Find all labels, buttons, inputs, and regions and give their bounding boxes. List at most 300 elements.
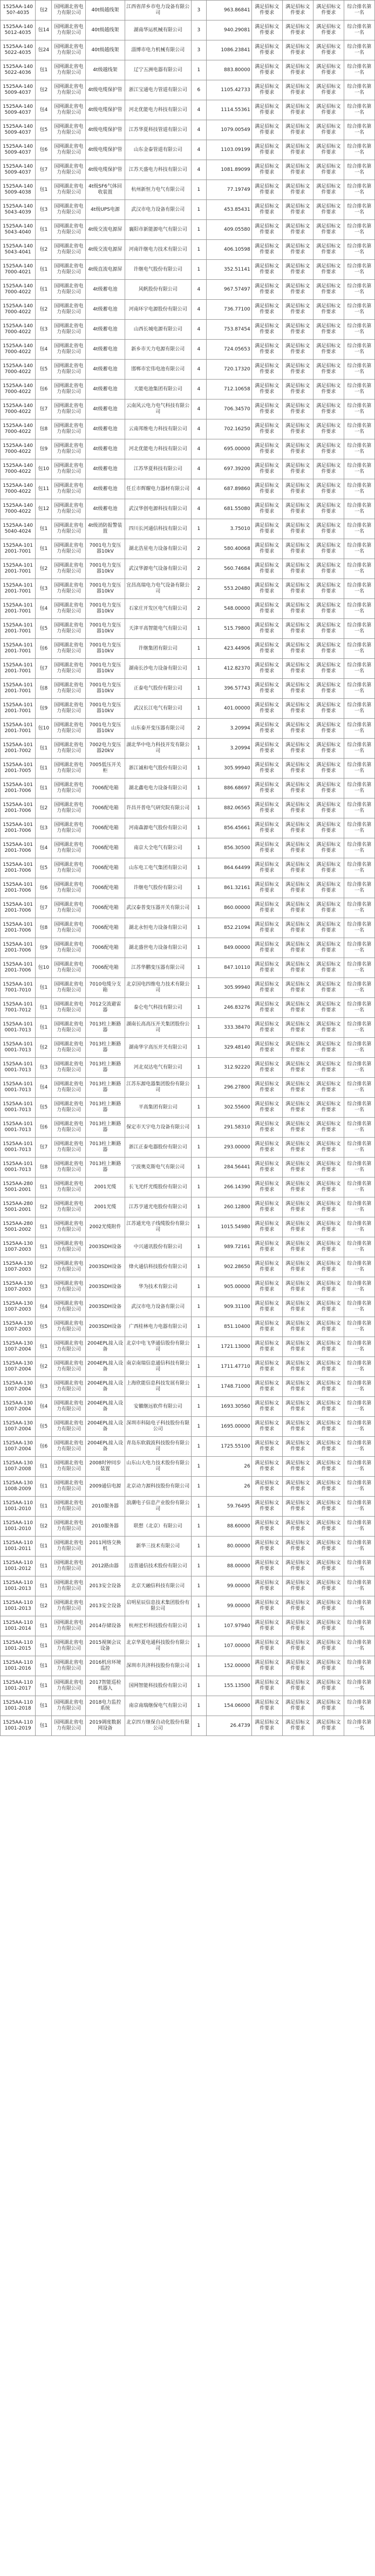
rank-cell: 综合排名第一名 bbox=[344, 459, 374, 479]
lot-cell: 包2 bbox=[36, 1357, 52, 1377]
lot-cell: 包2 bbox=[36, 798, 52, 818]
supplier-cell: 深圳市科陆电子科技股份有限公司 bbox=[125, 1417, 191, 1437]
rank-cell: 综合排名第一名 bbox=[344, 240, 374, 260]
material-cell: 2004EPL接入设备 bbox=[86, 1437, 125, 1457]
material-cell: 4t级电缆保护管 bbox=[86, 80, 125, 100]
requirement-1-cell: 满足招标文件要求 bbox=[251, 579, 282, 599]
price-cell: 1693.30560 bbox=[206, 1397, 251, 1417]
supplier-cell: 淄博市电力机械有限公司 bbox=[125, 40, 191, 60]
requirement-1-cell: 满足招标文件要求 bbox=[251, 679, 282, 699]
company-cell: 国网湖北省电力有限公司 bbox=[52, 1596, 86, 1616]
price-cell: 886.68697 bbox=[206, 779, 251, 798]
price-cell: 352.51141 bbox=[206, 260, 251, 280]
quantity-cell: 1 bbox=[191, 220, 206, 240]
requirement-3-cell: 满足招标文件要求 bbox=[313, 1556, 344, 1576]
company-cell: 国网湖北省电力有限公司 bbox=[52, 978, 86, 998]
price-cell: 515.79800 bbox=[206, 619, 251, 639]
package-cell: 1525AA-1405040-4024 bbox=[1, 519, 36, 539]
company-cell: 国网湖北省电力有限公司 bbox=[52, 120, 86, 140]
requirement-1-cell: 满足招标文件要求 bbox=[251, 1676, 282, 1696]
material-cell: 2003SDH设备 bbox=[86, 1237, 125, 1257]
material-cell: 2018电力监控系统 bbox=[86, 1696, 125, 1716]
price-cell: 548.00000 bbox=[206, 599, 251, 619]
supplier-cell: 云南风云电力电气科技有限公司 bbox=[125, 400, 191, 419]
price-cell: 333.38470 bbox=[206, 1018, 251, 1038]
company-cell: 国网湖北省电力有限公司 bbox=[52, 380, 86, 400]
price-cell: 266.14390 bbox=[206, 1177, 251, 1197]
price-cell: 329.48140 bbox=[206, 1038, 251, 1058]
requirement-1-cell: 满足招标文件要求 bbox=[251, 1437, 282, 1457]
price-cell: 3.20994 bbox=[206, 719, 251, 739]
material-cell: 2016机房环境监控 bbox=[86, 1656, 125, 1676]
rank-cell: 综合排名第一名 bbox=[344, 1477, 374, 1497]
requirement-1-cell: 满足招标文件要求 bbox=[251, 878, 282, 898]
lot-cell: 包1 bbox=[36, 1636, 52, 1656]
company-cell: 国网湖北省电力有限公司 bbox=[52, 1337, 86, 1357]
table-row bbox=[1, 1576, 375, 1596]
package-cell: 1525AA-1012001-7001 bbox=[1, 699, 36, 719]
requirement-3-cell: 满足招标文件要求 bbox=[313, 1397, 344, 1417]
package-cell: 1525AA-1012001-7001 bbox=[1, 579, 36, 599]
material-cell: 4t级蓄电池 bbox=[86, 380, 125, 400]
quantity-cell: 1 bbox=[191, 1337, 206, 1357]
table-row bbox=[1, 1158, 375, 1177]
supplier-cell: 山东金泰管道有限公司 bbox=[125, 140, 191, 160]
package-cell: 1525AA-2805001-2001 bbox=[1, 1177, 36, 1197]
lot-cell: 包1 bbox=[36, 1018, 52, 1038]
company-cell: 国网湖北省电力有限公司 bbox=[52, 838, 86, 858]
supplier-cell: 中兴通讯股份有限公司 bbox=[125, 1237, 191, 1257]
rank-cell: 综合排名第一名 bbox=[344, 280, 374, 300]
quantity-cell: 1 bbox=[191, 1277, 206, 1297]
table-row bbox=[1, 1098, 375, 1118]
supplier-cell: 武汉泰普变压器开关有限公司 bbox=[125, 898, 191, 918]
table-row bbox=[1, 1556, 375, 1576]
material-cell: 4t级蓄电池 bbox=[86, 340, 125, 360]
material-cell: 2008时钟同步装置 bbox=[86, 1457, 125, 1477]
material-cell: 7006配电箱 bbox=[86, 858, 125, 878]
requirement-3-cell: 满足招标文件要求 bbox=[313, 599, 344, 619]
lot-cell: 包4 bbox=[36, 340, 52, 360]
package-cell: 1525AA-2805001-2001 bbox=[1, 1197, 36, 1217]
price-cell: 687.89860 bbox=[206, 479, 251, 499]
material-cell: 7001电力变压器10kV bbox=[86, 659, 125, 679]
material-cell: 7012交流避雷器 bbox=[86, 998, 125, 1018]
requirement-3-cell: 满足招标文件要求 bbox=[313, 679, 344, 699]
requirement-3-cell: 满足招标文件要求 bbox=[313, 340, 344, 360]
requirement-2-cell: 满足招标文件要求 bbox=[282, 1537, 313, 1556]
material-cell: 2004EPL接入设备 bbox=[86, 1397, 125, 1417]
company-cell: 国网湖北省电力有限公司 bbox=[52, 1676, 86, 1696]
quantity-cell: 2 bbox=[191, 579, 206, 599]
quantity-cell: 1 bbox=[191, 818, 206, 838]
table-row bbox=[1, 1517, 375, 1537]
lot-cell: 包1 bbox=[36, 280, 52, 300]
quantity-cell: 1 bbox=[191, 1177, 206, 1197]
material-cell: 7001电力变压器10kV bbox=[86, 579, 125, 599]
quantity-cell: 1 bbox=[191, 858, 206, 878]
material-cell: 7006配电箱 bbox=[86, 838, 125, 858]
quantity-cell: 1 bbox=[191, 1297, 206, 1317]
requirement-2-cell: 满足招标文件要求 bbox=[282, 60, 313, 80]
table-row bbox=[1, 1118, 375, 1138]
supplier-cell: 许继电气股份有限公司 bbox=[125, 260, 191, 280]
package-cell: 1525AA-1407000-4022 bbox=[1, 280, 36, 300]
price-cell: 905.00000 bbox=[206, 1277, 251, 1297]
material-cell: 2003SDH设备 bbox=[86, 1277, 125, 1297]
company-cell: 国网湖北省电力有限公司 bbox=[52, 499, 86, 519]
price-cell: 724.05653 bbox=[206, 340, 251, 360]
lot-cell: 包6 bbox=[36, 1437, 52, 1457]
supplier-cell: 北京华夏电通科技股份有限公司 bbox=[125, 1636, 191, 1656]
supplier-cell: 安徽继远软件有限公司 bbox=[125, 1397, 191, 1417]
material-cell: 7002电力变压器20kV bbox=[86, 739, 125, 759]
requirement-1-cell: 满足招标文件要求 bbox=[251, 759, 282, 779]
requirement-2-cell: 满足招标文件要求 bbox=[282, 20, 313, 40]
supplier-cell: 河南森源电气股份有限公司 bbox=[125, 818, 191, 838]
rank-cell: 综合排名第一名 bbox=[344, 160, 374, 180]
package-cell: 1525AA-1101001-2018 bbox=[1, 1696, 36, 1716]
package-cell: 1525AA-1010001-7013 bbox=[1, 1098, 36, 1118]
supplier-cell: 宜昌高瑞电力电气设备有限公司 bbox=[125, 579, 191, 599]
requirement-2-cell: 满足招标文件要求 bbox=[282, 40, 313, 60]
supplier-cell: 烽火通信科技股份有限公司 bbox=[125, 1257, 191, 1277]
price-cell: 1086.23841 bbox=[206, 40, 251, 60]
rank-cell: 综合排名第一名 bbox=[344, 1576, 374, 1596]
package-cell: 1525AA-1101001-2012 bbox=[1, 1556, 36, 1576]
package-cell: 1525AA-1012001-7001 bbox=[1, 679, 36, 699]
table-row bbox=[1, 120, 375, 140]
requirement-2-cell: 满足招标文件要求 bbox=[282, 1158, 313, 1177]
requirement-2-cell: 满足招标文件要求 bbox=[282, 679, 313, 699]
supplier-cell: 湖南长沙电力设备有限公司 bbox=[125, 659, 191, 679]
price-cell: 1748.71000 bbox=[206, 1377, 251, 1397]
quantity-cell: 4 bbox=[191, 300, 206, 320]
supplier-cell: 浪潮电子信息产业股份有限公司 bbox=[125, 1497, 191, 1517]
table-row bbox=[1, 1237, 375, 1257]
requirement-3-cell: 满足招标文件要求 bbox=[313, 400, 344, 419]
requirement-3-cell: 满足招标文件要求 bbox=[313, 619, 344, 639]
requirement-3-cell: 满足招标文件要求 bbox=[313, 1716, 344, 1736]
package-cell: 1525AA-1101001-2015 bbox=[1, 1636, 36, 1656]
material-cell: 4t级越线架 bbox=[86, 60, 125, 80]
requirement-2-cell: 满足招标文件要求 bbox=[282, 878, 313, 898]
quantity-cell: 1 bbox=[191, 1377, 206, 1397]
rank-cell: 综合排名第一名 bbox=[344, 479, 374, 499]
requirement-1-cell: 满足招标文件要求 bbox=[251, 1417, 282, 1437]
requirement-1-cell: 满足招标文件要求 bbox=[251, 1237, 282, 1257]
rank-cell: 综合排名第一名 bbox=[344, 1257, 374, 1277]
package-cell: 1525AA-1017001-7012 bbox=[1, 998, 36, 1018]
package-cell: 1525AA-1301007-2003 bbox=[1, 1277, 36, 1297]
lot-cell: 包8 bbox=[36, 918, 52, 938]
price-cell: 155.13500 bbox=[206, 1676, 251, 1696]
quantity-cell: 4 bbox=[191, 400, 206, 419]
table-row bbox=[1, 1217, 375, 1237]
company-cell: 国网湖北省电力有限公司 bbox=[52, 659, 86, 679]
company-cell: 国网湖北省电力有限公司 bbox=[52, 1556, 86, 1576]
lot-cell: 包1 bbox=[36, 739, 52, 759]
package-cell: 1525AA-1010001-7013 bbox=[1, 1018, 36, 1038]
quantity-cell: 1 bbox=[191, 1696, 206, 1716]
table-row bbox=[1, 798, 375, 818]
company-cell: 国网湖北省电力有限公司 bbox=[52, 699, 86, 719]
lot-cell: 包1 bbox=[36, 1537, 52, 1556]
requirement-2-cell: 满足招标文件要求 bbox=[282, 1377, 313, 1397]
quantity-cell: 4 bbox=[191, 320, 206, 340]
quantity-cell: 1 bbox=[191, 639, 206, 659]
supplier-cell: 湖北永恒电力设备有限公司 bbox=[125, 918, 191, 938]
package-cell: 1525AA-1012001-7006 bbox=[1, 779, 36, 798]
quantity-cell: 1 bbox=[191, 519, 206, 539]
material-cell: 4t级交流电源屏 bbox=[86, 240, 125, 260]
company-cell: 国网湖北省电力有限公司 bbox=[52, 1158, 86, 1177]
company-cell: 国网湖北省电力有限公司 bbox=[52, 1497, 86, 1517]
requirement-3-cell: 满足招标文件要求 bbox=[313, 1377, 344, 1397]
requirement-2-cell: 满足招标文件要求 bbox=[282, 1257, 313, 1277]
rank-cell: 综合排名第一名 bbox=[344, 100, 374, 120]
package-cell: 1525AA-1301007-2003 bbox=[1, 1257, 36, 1277]
table-row bbox=[1, 519, 375, 539]
requirement-2-cell: 满足招标文件要求 bbox=[282, 1038, 313, 1058]
rank-cell: 综合排名第一名 bbox=[344, 380, 374, 400]
requirement-3-cell: 满足招标文件要求 bbox=[313, 779, 344, 798]
price-cell: 59.76495 bbox=[206, 1497, 251, 1517]
table-row bbox=[1, 759, 375, 779]
lot-cell: 包3 bbox=[36, 1058, 52, 1078]
material-cell: 7001电力变压器10kV bbox=[86, 719, 125, 739]
material-cell: 4t级消防报警装置 bbox=[86, 519, 125, 539]
requirement-1-cell: 满足招标文件要求 bbox=[251, 779, 282, 798]
supplier-cell: 云南邦维电力科技有限公司 bbox=[125, 419, 191, 439]
lot-cell: 包1 bbox=[36, 1716, 52, 1736]
table-row bbox=[1, 958, 375, 978]
table-row bbox=[1, 140, 375, 160]
requirement-2-cell: 满足招标文件要求 bbox=[282, 300, 313, 320]
package-cell: 1525AA-1010001-7013 bbox=[1, 1058, 36, 1078]
requirement-2-cell: 满足招标文件要求 bbox=[282, 1, 313, 20]
rank-cell: 综合排名第一名 bbox=[344, 40, 374, 60]
requirement-3-cell: 满足招标文件要求 bbox=[313, 380, 344, 400]
company-cell: 国网湖北省电力有限公司 bbox=[52, 1078, 86, 1098]
quantity-cell: 1 bbox=[191, 1676, 206, 1696]
quantity-cell: 1 bbox=[191, 1576, 206, 1596]
requirement-3-cell: 满足招标文件要求 bbox=[313, 120, 344, 140]
company-cell: 国网湖北省电力有限公司 bbox=[52, 858, 86, 878]
lot-cell: 包7 bbox=[36, 400, 52, 419]
price-cell: 26.4739 bbox=[206, 1716, 251, 1736]
material-cell: 4t级蓄电池 bbox=[86, 320, 125, 340]
company-cell: 国网湖北省电力有限公司 bbox=[52, 1018, 86, 1038]
supplier-cell: 河北双达电气有限公司 bbox=[125, 1058, 191, 1078]
company-cell: 国网湖北省电力有限公司 bbox=[52, 1477, 86, 1497]
supplier-cell: 新乡市天力电源有限公司 bbox=[125, 340, 191, 360]
requirement-3-cell: 满足招标文件要求 bbox=[313, 1696, 344, 1716]
requirement-1-cell: 满足招标文件要求 bbox=[251, 1257, 282, 1277]
package-cell: 1525AA-1405022-4036 bbox=[1, 60, 36, 80]
requirement-3-cell: 满足招标文件要求 bbox=[313, 160, 344, 180]
requirement-3-cell: 满足招标文件要求 bbox=[313, 140, 344, 160]
quantity-cell: 3 bbox=[191, 1, 206, 20]
package-cell: 1525AA-1405009-4037 bbox=[1, 160, 36, 180]
table-row bbox=[1, 1138, 375, 1158]
requirement-1-cell: 满足招标文件要求 bbox=[251, 1337, 282, 1357]
company-cell: 国网湖北省电力有限公司 bbox=[52, 579, 86, 599]
company-cell: 国网湖北省电力有限公司 bbox=[52, 759, 86, 779]
requirement-3-cell: 满足招标文件要求 bbox=[313, 1138, 344, 1158]
table-row bbox=[1, 539, 375, 559]
quantity-cell: 2 bbox=[191, 599, 206, 619]
material-cell: 40t级越线架 bbox=[86, 1, 125, 20]
table-row bbox=[1, 1177, 375, 1197]
company-cell: 国网湖北省电力有限公司 bbox=[52, 1317, 86, 1337]
quantity-cell: 4 bbox=[191, 499, 206, 519]
company-cell: 国网湖北省电力有限公司 bbox=[52, 1177, 86, 1197]
requirement-1-cell: 满足招标文件要求 bbox=[251, 1596, 282, 1616]
quantity-cell: 1 bbox=[191, 1656, 206, 1676]
package-cell: 1525AA-1301007-2004 bbox=[1, 1417, 36, 1437]
requirement-2-cell: 满足招标文件要求 bbox=[282, 659, 313, 679]
lot-cell: 包4 bbox=[36, 1297, 52, 1317]
table-row bbox=[1, 1277, 375, 1297]
requirement-2-cell: 满足招标文件要求 bbox=[282, 898, 313, 918]
lot-cell: 包1 bbox=[36, 1556, 52, 1576]
requirement-3-cell: 满足招标文件要求 bbox=[313, 1018, 344, 1038]
material-cell: 7013柱上断路器 bbox=[86, 1138, 125, 1158]
requirement-1-cell: 满足招标文件要求 bbox=[251, 1377, 282, 1397]
requirement-1-cell: 满足招标文件要求 bbox=[251, 419, 282, 439]
rank-cell: 综合排名第一名 bbox=[344, 719, 374, 739]
lot-cell: 包2 bbox=[36, 300, 52, 320]
quantity-cell: 1 bbox=[191, 1098, 206, 1118]
requirement-3-cell: 满足招标文件要求 bbox=[313, 80, 344, 100]
package-cell: 1525AA-1101001-2013 bbox=[1, 1596, 36, 1616]
table-row bbox=[1, 1377, 375, 1397]
table-row bbox=[1, 1337, 375, 1357]
price-cell: 26 bbox=[206, 1457, 251, 1477]
requirement-3-cell: 满足招标文件要求 bbox=[313, 20, 344, 40]
material-cell: 7013柱上断路器 bbox=[86, 1078, 125, 1098]
rank-cell: 综合排名第一名 bbox=[344, 1058, 374, 1078]
lot-cell: 包1 bbox=[36, 539, 52, 559]
company-cell: 国网湖北省电力有限公司 bbox=[52, 1616, 86, 1636]
table-row bbox=[1, 878, 375, 898]
requirement-2-cell: 满足招标文件要求 bbox=[282, 1277, 313, 1297]
material-cell: 4t级蓄电池 bbox=[86, 300, 125, 320]
requirement-1-cell: 满足招标文件要求 bbox=[251, 898, 282, 918]
requirement-3-cell: 满足招标文件要求 bbox=[313, 60, 344, 80]
requirement-2-cell: 满足招标文件要求 bbox=[282, 180, 313, 200]
package-cell: 1525AA-1012001-7005 bbox=[1, 759, 36, 779]
table-row bbox=[1, 1636, 375, 1656]
rank-cell: 综合排名第一名 bbox=[344, 599, 374, 619]
requirement-1-cell: 满足招标文件要求 bbox=[251, 360, 282, 380]
rank-cell: 综合排名第一名 bbox=[344, 1696, 374, 1716]
table-row bbox=[1, 659, 375, 679]
price-cell: 882.06565 bbox=[206, 798, 251, 818]
supplier-cell: 许继集团有限公司 bbox=[125, 639, 191, 659]
supplier-cell: 山西长城电源有限公司 bbox=[125, 320, 191, 340]
lot-cell: 包7 bbox=[36, 659, 52, 679]
requirement-2-cell: 满足招标文件要求 bbox=[282, 519, 313, 539]
requirement-1-cell: 满足招标文件要求 bbox=[251, 978, 282, 998]
requirement-3-cell: 满足招标文件要求 bbox=[313, 559, 344, 579]
supplier-cell: 天能电池集团有限公司 bbox=[125, 380, 191, 400]
table-row bbox=[1, 1417, 375, 1437]
requirement-1-cell: 满足招标文件要求 bbox=[251, 320, 282, 340]
material-cell: 2003SDH设备 bbox=[86, 1257, 125, 1277]
company-cell: 国网湖北省电力有限公司 bbox=[52, 360, 86, 380]
price-cell: 695.00000 bbox=[206, 439, 251, 459]
rank-cell: 综合排名第一名 bbox=[344, 1716, 374, 1736]
table-row bbox=[1, 619, 375, 639]
supplier-cell: 湖南华运机械有限公司 bbox=[125, 20, 191, 40]
table-row bbox=[1, 679, 375, 699]
requirement-2-cell: 满足招标文件要求 bbox=[282, 639, 313, 659]
lot-cell: 包2 bbox=[36, 240, 52, 260]
company-cell: 国网湖北省电力有限公司 bbox=[52, 240, 86, 260]
price-cell: 152.00000 bbox=[206, 1656, 251, 1676]
quantity-cell: 1 bbox=[191, 1038, 206, 1058]
supplier-cell: 华为技术有限公司 bbox=[125, 1277, 191, 1297]
supplier-cell: 浙江诚和电气股份有限公司 bbox=[125, 759, 191, 779]
requirement-3-cell: 满足招标文件要求 bbox=[313, 1676, 344, 1696]
quantity-cell: 1 bbox=[191, 260, 206, 280]
price-cell: 967.57497 bbox=[206, 280, 251, 300]
quantity-cell: 1 bbox=[191, 1437, 206, 1457]
company-cell: 国网湖北省电力有限公司 bbox=[52, 1257, 86, 1277]
table-row bbox=[1, 1656, 375, 1676]
supplier-cell: 河北优能电力科技有限公司 bbox=[125, 439, 191, 459]
requirement-3-cell: 满足招标文件要求 bbox=[313, 419, 344, 439]
rank-cell: 综合排名第一名 bbox=[344, 1417, 374, 1437]
material-cell: 2013安全设备 bbox=[86, 1596, 125, 1616]
company-cell: 国网湖北省电力有限公司 bbox=[52, 1576, 86, 1596]
table-row bbox=[1, 1058, 375, 1078]
table-row bbox=[1, 1477, 375, 1497]
requirement-3-cell: 满足招标文件要求 bbox=[313, 739, 344, 759]
package-cell: 1525AA-1012001-7001 bbox=[1, 559, 36, 579]
requirement-1-cell: 满足招标文件要求 bbox=[251, 1078, 282, 1098]
requirement-3-cell: 满足招标文件要求 bbox=[313, 659, 344, 679]
supplier-cell: 南京南瑞继保电气有限公司 bbox=[125, 1696, 191, 1716]
table-row bbox=[1, 40, 375, 60]
lot-cell: 包6 bbox=[36, 140, 52, 160]
table-row bbox=[1, 100, 375, 120]
price-cell: 107.97940 bbox=[206, 1616, 251, 1636]
price-cell: 553.20480 bbox=[206, 579, 251, 599]
quantity-cell: 1 bbox=[191, 779, 206, 798]
company-cell: 国网湖北省电力有限公司 bbox=[52, 1397, 86, 1417]
requirement-2-cell: 满足招标文件要求 bbox=[282, 1177, 313, 1197]
requirement-1-cell: 满足招标文件要求 bbox=[251, 1357, 282, 1377]
supplier-cell: 武汉市电力设备有限公司 bbox=[125, 200, 191, 220]
requirement-2-cell: 满足招标文件要求 bbox=[282, 779, 313, 798]
quantity-cell: 6 bbox=[191, 80, 206, 100]
requirement-2-cell: 满足招标文件要求 bbox=[282, 958, 313, 978]
requirement-1-cell: 满足招标文件要求 bbox=[251, 1, 282, 20]
requirement-2-cell: 满足招标文件要求 bbox=[282, 1217, 313, 1237]
table-row bbox=[1, 419, 375, 439]
material-cell: 7001电力变压器10kV bbox=[86, 699, 125, 719]
requirement-1-cell: 满足招标文件要求 bbox=[251, 659, 282, 679]
table-row bbox=[1, 639, 375, 659]
requirement-3-cell: 满足招标文件要求 bbox=[313, 1576, 344, 1596]
supplier-cell: 湖南长高高压开关集团股份公司 bbox=[125, 1018, 191, 1038]
requirement-3-cell: 满足招标文件要求 bbox=[313, 320, 344, 340]
quantity-cell: 1 bbox=[191, 240, 206, 260]
requirement-3-cell: 满足招标文件要求 bbox=[313, 280, 344, 300]
